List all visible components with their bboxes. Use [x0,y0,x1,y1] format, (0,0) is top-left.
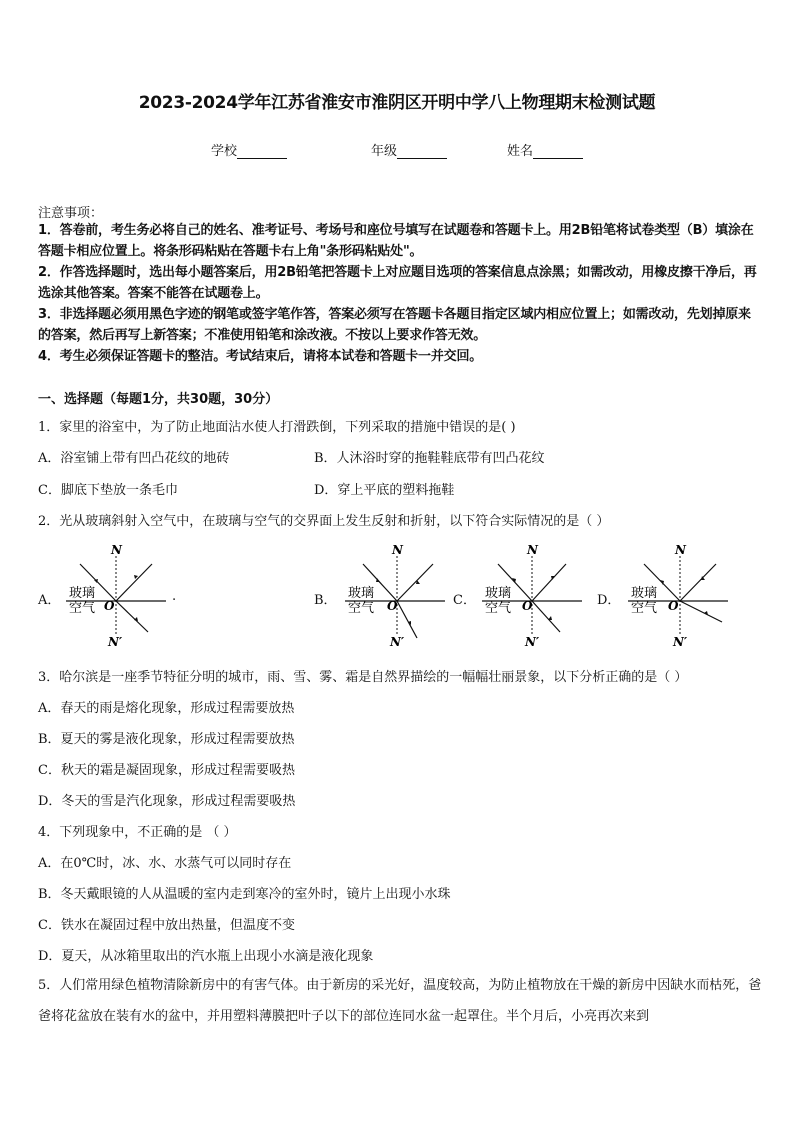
air-label: 空气 [348,601,375,616]
note-item-1: 1．答卷前，考生务必将自己的姓名、准考证号、考场号和座位号填写在试题卷和答题卡上。用2B铅笔将试卷类型（B）填涂在答题卡相应位置上。将条形码粘贴在答题卡右上角"条形码粘贴处"。 [38,223,754,259]
glass-label: 玻璃 [69,586,96,601]
notes-title: 注意事项： [38,206,104,221]
question-1-stem: 1．家里的浴室中，为了防止地面沾水使人打滑跌倒，下列采取的措施中错误的是( ) [38,420,516,435]
origin-label-o: O [668,599,679,613]
question-2-stem: 2．光从玻璃斜射入空气中，在玻璃与空气的交界面上发生反射和折射，以下符合实际情况的是（ ） [38,514,610,529]
normal-label-n-prime: N′ [390,635,405,649]
normal-label-n-prime: N′ [108,635,123,649]
glass-label: 玻璃 [631,586,658,601]
question-2-option-d-label[interactable]: D． [597,593,621,608]
air-label: 空气 [485,601,512,616]
question-1-option-d[interactable]: D．穿上平底的塑料拖鞋 [314,483,455,498]
refraction-diagram-a[interactable] [66,540,166,654]
question-4-option-b[interactable]: B．冬天戴眼镜的人从温暖的室内走到寒冷的室外时，镜片上出现小水珠 [38,887,451,902]
question-4-option-a[interactable]: A．在0℃时，冰、水、水蒸气可以同时存在 [38,856,292,871]
question-3-option-a[interactable]: A．春天的雨是熔化现象，形成过程需要放热 [38,701,295,716]
origin-label-o: O [104,599,115,613]
glass-label: 玻璃 [485,586,512,601]
question-3-option-d[interactable]: D．冬天的雪是汽化现象，形成过程需要吸热 [38,794,296,809]
name-field [507,140,583,159]
school-label: 学校 [211,144,238,159]
question-1-option-a[interactable]: A．浴室铺上带有凹凸花纹的地砖 [38,451,230,466]
origin-label-o: O [522,599,533,613]
normal-label-n: N [111,543,122,557]
school-field [211,140,287,159]
normal-label-n: N [527,543,538,557]
origin-label-o: O [387,599,398,613]
question-2-option-b-label[interactable]: B． [314,593,337,608]
note-item-2: 2．作答选择题时，选出每小题答案后，用2B铅笔把答题卡上对应题目选项的答案信息点涂黑；如需改动，用橡皮擦干净后，再选涂其他答案。答案不能答在试题卷上。 [38,265,757,301]
note-item-4: 4．考生必须保证答题卡的整洁。考试结束后，请将本试卷和答题卡一并交回。 [38,349,483,364]
grade-field [371,140,447,159]
page-title: 2023-2024学年江苏省淮安市淮阴区开明中学八上物理期末检测试题 [138,93,656,113]
normal-label-n: N [392,543,403,557]
question-2-option-c-label[interactable]: C． [453,593,476,608]
glass-label: 玻璃 [348,586,375,601]
note-item-3: 3．非选择题必须用黑色字迹的钢笔或签字笔作答，答案必须写在答题卡各题目指定区域内相应位置上；如需改动，先划掉原来的答案，然后再写上新答案；不准使用铅笔和涂改液。不按以上要求作答无效。 [38,307,751,343]
school-blank[interactable] [237,145,287,159]
question-4-option-c[interactable]: C．铁水在凝固过程中放出热量，但温度不变 [38,918,295,933]
refraction-diagram-b[interactable] [345,540,445,654]
question-2-option-a-label[interactable]: A． [38,593,61,608]
question-5-text: 5．人们常用绿色植物清除新房中的有害气体。由于新房的采光好，温度较高，为防止植物放在干燥的新房中因缺水而枯死，爸爸将花盆放在装有水的盆中，并用塑料薄膜把叶子以下的部位连同水盆一起罩住。半个月后，小亮再次来到 [38,978,762,1024]
section-heading: 一、选择题（每题1分，共30题，30分） [38,392,279,407]
question-2-period: . [172,589,177,604]
question-4-option-d[interactable]: D．夏天，从冰箱里取出的汽水瓶上出现小水滴是液化现象 [38,949,374,964]
refraction-diagram-c[interactable] [482,540,582,654]
grade-blank[interactable] [397,145,447,159]
name-blank[interactable] [533,145,583,159]
air-label: 空气 [631,601,658,616]
normal-label-n: N [675,543,686,557]
question-3-option-b[interactable]: B．夏天的雾是液化现象，形成过程需要放热 [38,732,295,747]
normal-label-n-prime: N′ [525,635,540,649]
question-1-option-b[interactable]: B．人沐浴时穿的拖鞋鞋底带有凹凸花纹 [314,451,545,466]
question-3-stem: 3．哈尔滨是一座季节特征分明的城市，雨、雪、雾、霜是自然界描绘的一幅幅壮丽景象，以下分析正确的是（ ） [38,670,688,685]
air-label: 空气 [69,601,96,616]
grade-label: 年级 [371,144,398,159]
question-3-option-c[interactable]: C．秋天的霜是凝固现象，形成过程需要吸热 [38,763,295,778]
question-1-option-c[interactable]: C．脚底下垫放一条毛巾 [38,483,178,498]
refraction-diagram-d[interactable] [628,540,728,654]
name-label: 姓名 [507,144,534,159]
question-4-stem: 4．下列现象中，不正确的是 （ ） [38,825,237,840]
normal-label-n-prime: N′ [673,635,688,649]
